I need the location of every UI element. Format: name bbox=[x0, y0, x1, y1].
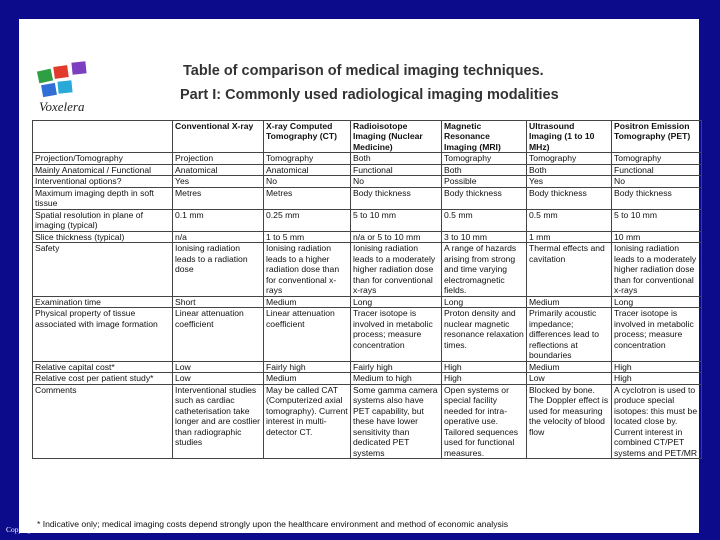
table-cell: May be called CAT (Computerized axial tomography). Current interest in multi-detector CT. bbox=[264, 384, 351, 458]
table-cell: Ionising radiation leads to a moderately higher radiation dose than for conventional x-rays bbox=[351, 243, 442, 296]
row-label: Physical property of tissue associated with image formation bbox=[33, 308, 173, 361]
table-header-cell: X-ray Computed Tomography (CT) bbox=[264, 121, 351, 153]
table-row bbox=[33, 187, 702, 209]
table-cell: Metres bbox=[173, 187, 264, 209]
table-cell: 0.5 mm bbox=[442, 209, 527, 231]
table-cell: Possible bbox=[442, 176, 527, 187]
table-cell: Anatomical bbox=[173, 164, 264, 175]
table-cell: Projection bbox=[173, 153, 264, 164]
table-cell: Long bbox=[442, 296, 527, 307]
row-label: Interventional options? bbox=[33, 176, 173, 187]
table-cell: 0.1 mm bbox=[173, 209, 264, 231]
row-label: Relative capital cost* bbox=[33, 361, 173, 372]
row-label: Maximum imaging depth in soft tissue bbox=[33, 187, 173, 209]
table-header-cell bbox=[33, 121, 173, 153]
table-row bbox=[33, 308, 702, 361]
table-cell: High bbox=[442, 373, 527, 384]
table-cell: Tomography bbox=[527, 153, 612, 164]
table-cell: Medium bbox=[264, 296, 351, 307]
table-cell: Tomography bbox=[264, 153, 351, 164]
table-header-row bbox=[33, 121, 702, 153]
table-cell: Yes bbox=[527, 176, 612, 187]
table-cell: High bbox=[612, 373, 702, 384]
table-cell: Short bbox=[173, 296, 264, 307]
table-header-cell: Ultrasound Imaging (1 to 10 MHz) bbox=[527, 121, 612, 153]
table-cell: Tomography bbox=[442, 153, 527, 164]
table-cell: A cyclotron is used to produce special isotopes: this must be located close by. Current interest in combined CT/PET systems and PET/MR bbox=[612, 384, 702, 458]
comparison-table bbox=[32, 120, 702, 459]
table-cell: Both bbox=[527, 164, 612, 175]
table-cell: No bbox=[351, 176, 442, 187]
table-cell: Both bbox=[351, 153, 442, 164]
table-cell: Blocked by bone. The Doppler effect is used for measuring the velocity of blood flow bbox=[527, 384, 612, 458]
table-cell: Low bbox=[173, 361, 264, 372]
table-cell: Tomography bbox=[612, 153, 702, 164]
row-label: Slice thickness (typical) bbox=[33, 231, 173, 242]
table-cell: Proton density and nuclear magnetic resonance relaxation times. bbox=[442, 308, 527, 361]
table-row bbox=[33, 296, 702, 307]
table-row bbox=[33, 164, 702, 175]
table-cell: 10 mm bbox=[612, 231, 702, 242]
table-header-cell: Positron Emission Tomography (PET) bbox=[612, 121, 702, 153]
table-row bbox=[33, 384, 702, 458]
table-cell: Metres bbox=[264, 187, 351, 209]
row-label: Comments bbox=[33, 384, 173, 458]
footnote: * Indicative only; medical imaging costs depend strongly upon the healthcare environment and method of economic analysis bbox=[37, 519, 509, 529]
table-cell: Yes bbox=[173, 176, 264, 187]
table-cell: No bbox=[264, 176, 351, 187]
table-cell: Low bbox=[527, 373, 612, 384]
table-cell: n/a or 5 to 10 mm bbox=[351, 231, 442, 242]
table-row bbox=[33, 153, 702, 164]
table-header-cell: Conventional X-ray bbox=[173, 121, 264, 153]
table-cell: No bbox=[612, 176, 702, 187]
page-subtitle: Part I: Commonly used radiological imaging modalities bbox=[180, 87, 559, 103]
table-row bbox=[33, 361, 702, 372]
row-label: Safety bbox=[33, 243, 173, 296]
table-cell: Some gamma camera systems also have PET capability, but these have lower sensitivity than dedicated PET systems bbox=[351, 384, 442, 458]
table-row bbox=[33, 176, 702, 187]
table-cell: Medium bbox=[527, 361, 612, 372]
table-cell: Both bbox=[442, 164, 527, 175]
table-cell: Fairly high bbox=[264, 361, 351, 372]
row-label: Projection/Tomography bbox=[33, 153, 173, 164]
table-cell: Medium to high bbox=[351, 373, 442, 384]
table-cell: Fairly high bbox=[351, 361, 442, 372]
table-cell: Thermal effects and cavitation bbox=[527, 243, 612, 296]
table-cell: Tracer isotope is involved in metabolic process; measure concentration bbox=[612, 308, 702, 361]
table-cell: Functional bbox=[351, 164, 442, 175]
table-cell: 5 to 10 mm bbox=[351, 209, 442, 231]
table-cell: Anatomical bbox=[264, 164, 351, 175]
table-cell: Primarily acoustic impedance; differences lead to reflections at boundaries bbox=[527, 308, 612, 361]
table-row bbox=[33, 209, 702, 231]
table-cell: Long bbox=[612, 296, 702, 307]
table-header-cell: Magnetic Resonance Imaging (MRI) bbox=[442, 121, 527, 153]
table-cell: Medium bbox=[527, 296, 612, 307]
table-cell: Body thickness bbox=[527, 187, 612, 209]
table-cell: Tracer isotope is involved in metabolic process; measure concentration bbox=[351, 308, 442, 361]
copyright-notice: Copyright L. Joskowicz, 2011 bbox=[6, 525, 97, 534]
table-row bbox=[33, 243, 702, 296]
table-cell: Open systems or special facility needed for intra-operative use. Tailored sequences used for functional measures. bbox=[442, 384, 527, 458]
table-cell: Linear attenuation coefficient bbox=[173, 308, 264, 361]
row-label: Spatial resolution in plane of imaging (typical) bbox=[33, 209, 173, 231]
table-row bbox=[33, 373, 702, 384]
table-cell: Ionising radiation leads to a moderately higher radiation dose than for conventional x-rays bbox=[612, 243, 702, 296]
table-cell: High bbox=[612, 361, 702, 372]
table-cell: Body thickness bbox=[612, 187, 702, 209]
table-cell: A range of hazards arising from strong and time varying electromagnetic fields. bbox=[442, 243, 527, 296]
table-header-cell: Radioisotope Imaging (Nuclear Medicine) bbox=[351, 121, 442, 153]
table-cell: Body thickness bbox=[442, 187, 527, 209]
table-cell: Low bbox=[173, 373, 264, 384]
table-cell: Functional bbox=[612, 164, 702, 175]
table-cell: Body thickness bbox=[351, 187, 442, 209]
table-row bbox=[33, 231, 702, 242]
table-cell: 1 to 5 mm bbox=[264, 231, 351, 242]
table-cell: Ionising radiation leads to a radiation dose bbox=[173, 243, 264, 296]
table-cell: Medium bbox=[264, 373, 351, 384]
table-cell: n/a bbox=[173, 231, 264, 242]
logo-text: Voxelera bbox=[39, 99, 85, 114]
page-title: Table of comparison of medical imaging techniques. bbox=[183, 63, 544, 79]
table-cell: Linear attenuation coefficient bbox=[264, 308, 351, 361]
table-cell: 1 mm bbox=[527, 231, 612, 242]
table-cell: High bbox=[442, 361, 527, 372]
row-label: Examination time bbox=[33, 296, 173, 307]
row-label: Mainly Anatomical / Functional bbox=[33, 164, 173, 175]
table-cell: Interventional studies such as cardiac catheterisation take longer and are costlier than radiographic studies bbox=[173, 384, 264, 458]
table-cell: 0.5 mm bbox=[527, 209, 612, 231]
table-cell: Long bbox=[351, 296, 442, 307]
table-cell: 0.25 mm bbox=[264, 209, 351, 231]
table-cell: 5 to 10 mm bbox=[612, 209, 702, 231]
table-cell: 3 to 10 mm bbox=[442, 231, 527, 242]
table-cell: Ionising radiation leads to a higher radiation dose than for conventional x-rays bbox=[264, 243, 351, 296]
row-label: Relative cost per patient study* bbox=[33, 373, 173, 384]
